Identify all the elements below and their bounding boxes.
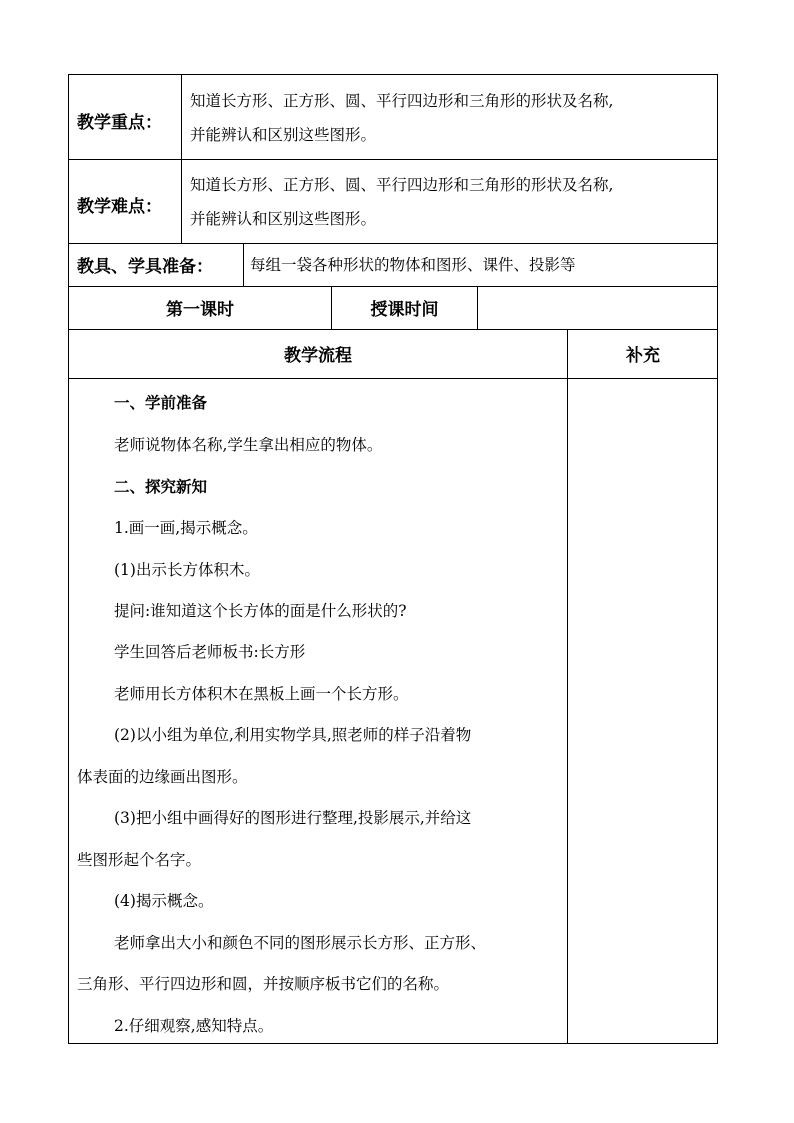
difficulties-text [182, 171, 718, 233]
paragraph: (4)揭示概念。 [114, 892, 214, 910]
paragraph: (2)以小组为单位,利用实物学具,照老师的样子沿着物 [114, 726, 472, 744]
key-points-text [182, 87, 718, 149]
paragraph: 提问:谁知道这个长方体的面是什么形状的? [114, 602, 407, 620]
paragraph: 学生回答后老师板书:长方形 [114, 643, 306, 661]
paragraph: 些图形起个名字。 [77, 851, 202, 869]
teaching-time-value [478, 286, 718, 329]
supplement-content [568, 379, 718, 1043]
difficulties-line: 知道长方形、正方形、圆、平行四边形和三角形的形状及名称, [190, 176, 614, 194]
flow-header: 教学流程 [284, 346, 352, 366]
section-heading: 一、学前准备 [114, 394, 208, 412]
paragraph: 老师拿出大小和颜色不同的图形展示长方形、正方形、 [114, 934, 487, 952]
paragraph: 老师说物体名称,学生拿出相应的物体。 [114, 436, 383, 454]
supplement-header: 补充 [626, 346, 660, 366]
paragraph: (3)把小组中画得好的图形进行整理,投影展示,并给这 [114, 809, 472, 827]
prep-text: 每组一袋各种形状的物体和图形、课件、投影等 [250, 255, 576, 274]
difficulties-line: 并能辨认和区别这些图形。 [190, 210, 377, 228]
paragraph: 体表面的边缘画出图形。 [77, 768, 248, 786]
paragraph: (1)出示长方体积木。 [114, 561, 260, 579]
period-label: 第一课时 [166, 300, 234, 320]
paragraph: 三角形、平行四边形和圆，并按顺序板书它们的名称。 [77, 975, 450, 993]
paragraph: 老师用长方体积木在黑板上画一个长方形。 [114, 685, 409, 703]
key-points-label: 教学重点： [77, 112, 162, 133]
flow-content [69, 379, 567, 1043]
key-points-line: 并能辨认和区别这些图形。 [190, 126, 377, 144]
paragraph: 2.仔细观察,感知特点。 [114, 1017, 274, 1035]
paragraph: 1.画一画,揭示概念。 [114, 519, 258, 537]
teaching-time-label: 授课时间 [370, 300, 439, 320]
lesson-plan-table [68, 74, 718, 1044]
section-heading: 二、探究新知 [114, 478, 208, 496]
prep-label: 教具、学具准备： [77, 257, 213, 277]
key-points-line: 知道长方形、正方形、圆、平行四边形和三角形的形状及名称, [190, 92, 614, 110]
difficulties-label: 教学难点： [77, 196, 162, 217]
